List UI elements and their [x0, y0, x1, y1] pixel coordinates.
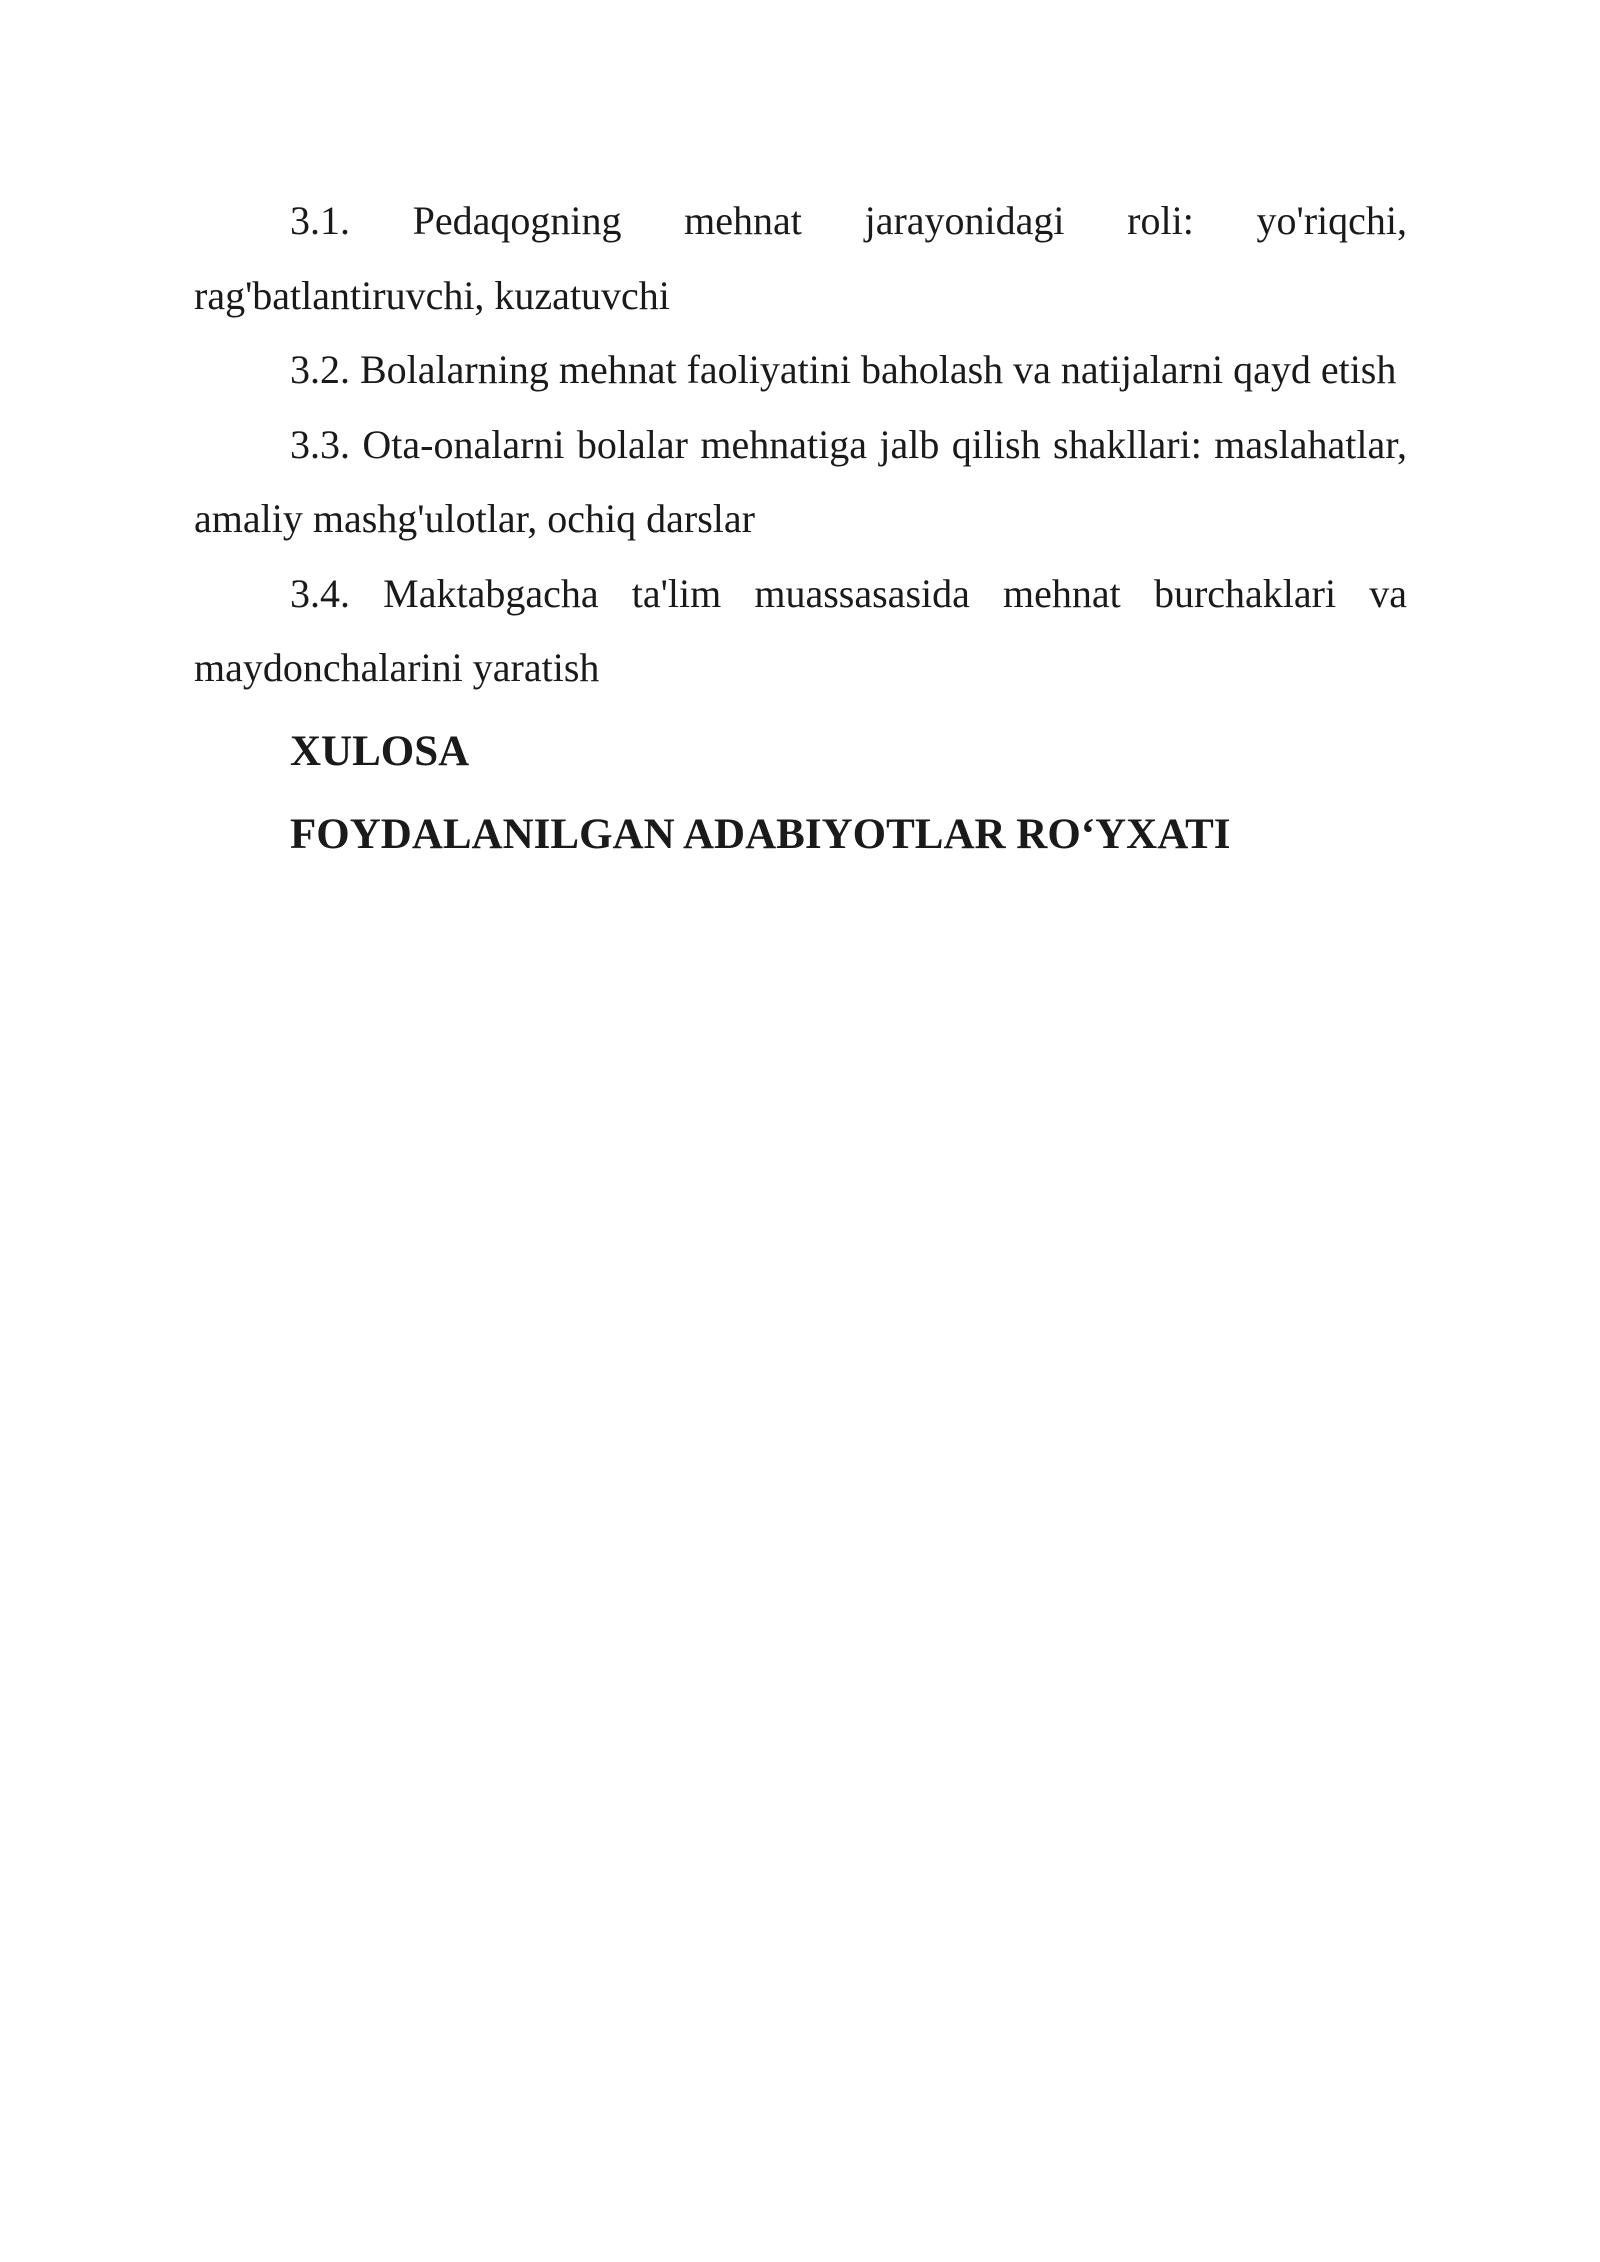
toc-item-3-3: 3.3. Ota-onalarni bolalar mehnatiga jalb qilish shakllari: maslahatlar, amaliy mashg'ulotlar, ochiq darslar	[194, 421, 1407, 541]
references-heading: FOYDALANILGAN ADABIYOTLAR RO‘YXATI	[290, 810, 1231, 858]
toc-item-3-2: 3.2. Bolalarning mehnat faoliyatini baholash va natijalarni qayd etish	[290, 347, 1397, 392]
toc-item-3-4: 3.4. Maktabgacha ta'lim muassasasida mehnat burchaklari va maydonchalarini yaratish	[194, 570, 1407, 690]
conclusion-heading: XULOSA	[290, 727, 470, 775]
table-of-contents	[194, 184, 1407, 878]
toc-item-3-1: 3.1. Pedaqogning mehnat jarayonidagi roli: yo'riqchi, rag'batlantiruvchi, kuzatuvchi	[194, 198, 1407, 318]
